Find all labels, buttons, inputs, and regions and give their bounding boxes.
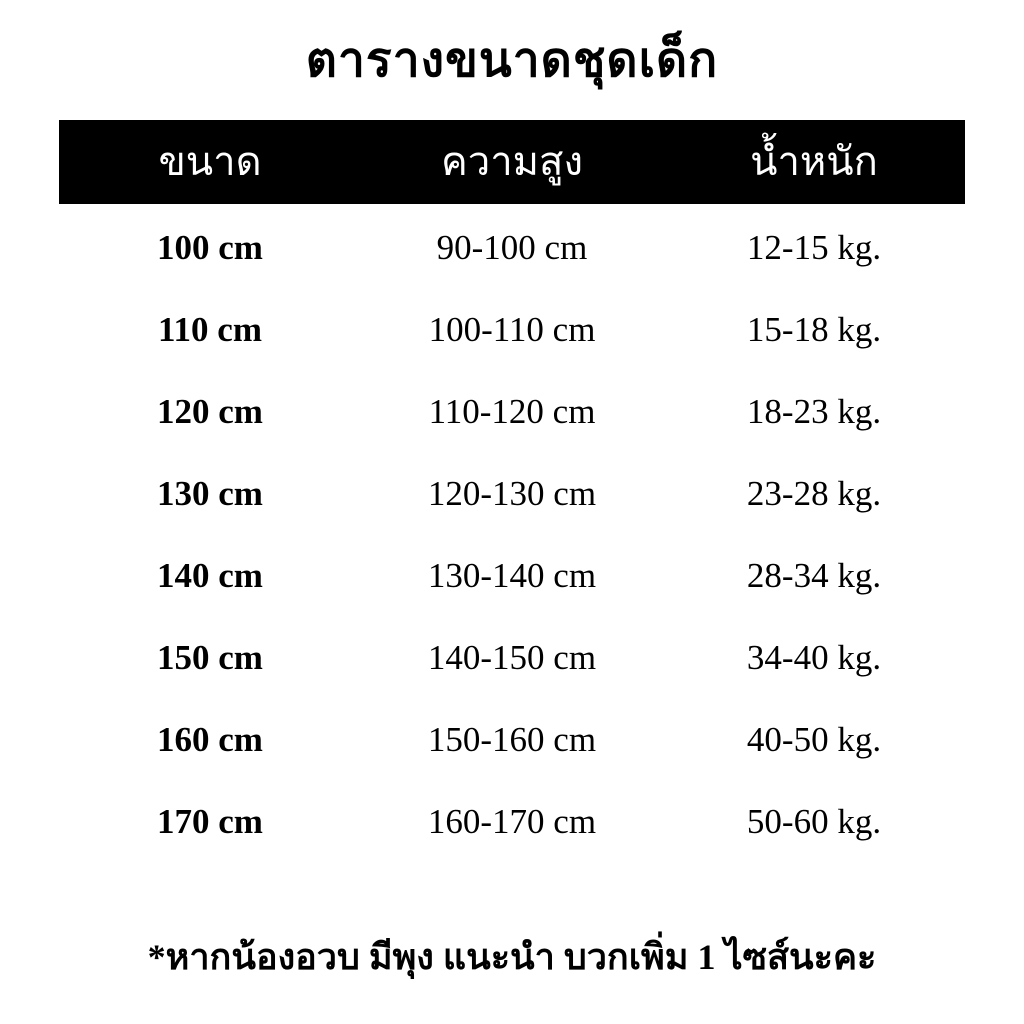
table-row xyxy=(59,370,965,452)
size-cell: 150 cm xyxy=(157,637,263,677)
header-size: ขนาด xyxy=(158,139,262,184)
height-cell: 100-110 cm xyxy=(428,309,596,349)
height-cell: 120-130 cm xyxy=(427,473,597,513)
table-row xyxy=(59,698,965,780)
table-row xyxy=(59,288,965,370)
footnote: *หากน้องอวบ มีพุง แนะนำ บวกเพิ่ม 1 ไซส์นะคะ xyxy=(147,937,877,977)
page-title: ตารางขนาดชุดเด็ก xyxy=(305,34,719,87)
header-weight: น้ำหนัก xyxy=(750,139,878,184)
size-cell: 140 cm xyxy=(157,555,263,595)
weight-cell: 40-50 kg. xyxy=(746,719,882,759)
size-cell: 160 cm xyxy=(157,719,263,759)
weight-cell: 34-40 kg. xyxy=(746,637,882,677)
table-row xyxy=(59,206,965,288)
height-cell: 140-150 cm xyxy=(427,637,597,677)
size-cell: 130 cm xyxy=(157,473,263,513)
height-cell: 110-120 cm xyxy=(428,391,596,431)
table-row xyxy=(59,452,965,534)
header-height: ความสูง xyxy=(441,139,583,184)
height-cell: 150-160 cm xyxy=(427,719,597,759)
table-row xyxy=(59,780,965,862)
size-cell: 110 cm xyxy=(157,309,262,349)
table-body xyxy=(59,204,965,862)
size-cell: 170 cm xyxy=(157,801,263,841)
weight-cell: 15-18 kg. xyxy=(746,309,882,349)
size-cell: 100 cm xyxy=(157,227,263,267)
weight-cell: 50-60 kg. xyxy=(746,801,882,841)
height-cell: 130-140 cm xyxy=(427,555,597,595)
weight-cell: 18-23 kg. xyxy=(746,391,882,431)
weight-cell: 23-28 kg. xyxy=(746,473,882,513)
height-cell: 90-100 cm xyxy=(436,227,588,267)
table-header-row xyxy=(59,120,965,204)
size-cell: 120 cm xyxy=(157,391,263,431)
weight-cell: 12-15 kg. xyxy=(746,227,882,267)
table-row xyxy=(59,534,965,616)
size-table xyxy=(59,120,965,862)
height-cell: 160-170 cm xyxy=(427,801,597,841)
table-row xyxy=(59,616,965,698)
weight-cell: 28-34 kg. xyxy=(746,555,882,595)
